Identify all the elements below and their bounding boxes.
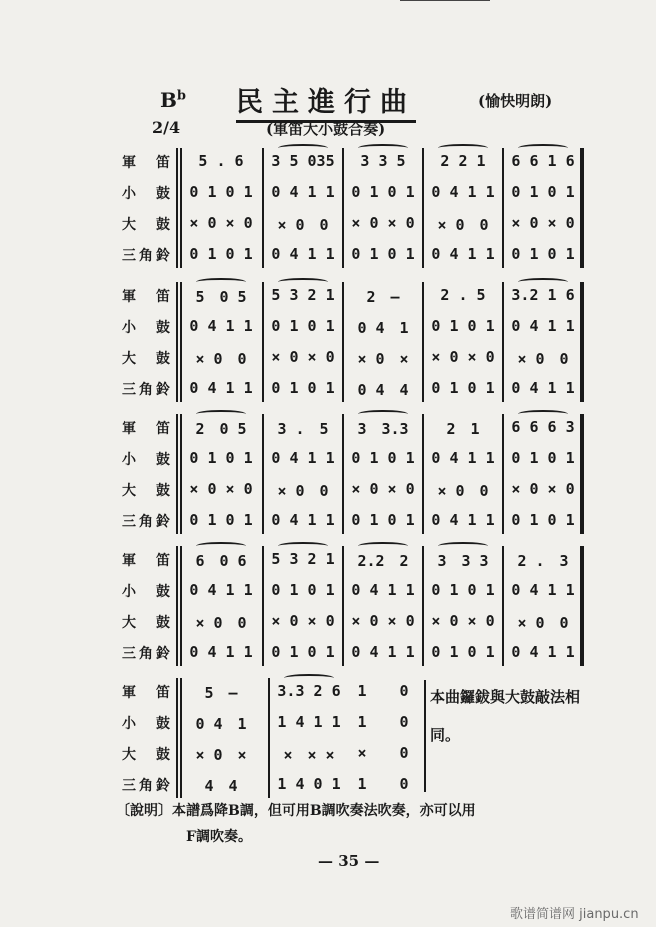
measure: 3.3 2 6 xyxy=(277,682,341,700)
slur-mark xyxy=(278,542,328,550)
slur-mark xyxy=(284,674,334,682)
measure: 0 1 0 1 xyxy=(431,317,495,335)
instrument-label: 小 鼓 xyxy=(122,584,173,600)
instrument-label: 小 鼓 xyxy=(122,452,173,468)
measure: × 0 0 xyxy=(517,614,569,632)
measure: 3 5 035 xyxy=(271,152,335,170)
measure: 0 xyxy=(399,713,409,731)
measure: 1 xyxy=(357,713,367,731)
instrument-label: 軍 笛 xyxy=(122,155,173,171)
measure: 5 . 6 xyxy=(198,152,244,170)
slur-mark xyxy=(518,410,568,418)
measure: 0 4 1 1 xyxy=(511,581,575,599)
slur-mark xyxy=(438,542,488,550)
measure: 0 4 1 1 xyxy=(271,449,335,467)
measure: 0 1 0 1 xyxy=(351,245,415,263)
performance-note: 本曲鑼鈸與大鼓敲法相同。 xyxy=(430,688,581,744)
measure: 0 1 0 1 xyxy=(431,379,495,397)
measure: 5 3 2 1 xyxy=(271,286,335,304)
measure: 0 4 1 1 xyxy=(431,511,495,529)
measure: 1 xyxy=(357,682,367,700)
measure: 0 4 1 1 xyxy=(511,643,575,661)
instrument-row xyxy=(122,546,582,572)
instrument-label: 大 鼓 xyxy=(122,615,173,631)
measure: 2 1 xyxy=(446,420,480,438)
note-divider xyxy=(424,680,426,792)
instrument-row xyxy=(122,476,582,502)
measure: 0 1 0 1 xyxy=(511,245,575,263)
measure: 0 1 0 1 xyxy=(511,511,575,529)
measure: × 0 × 0 xyxy=(271,348,335,366)
instrument-row xyxy=(122,344,582,370)
instrument-label: 小 鼓 xyxy=(122,320,173,336)
instrument-label: 大 鼓 xyxy=(122,747,173,763)
remark-line-2: F調吹奏。 xyxy=(186,829,252,845)
instrument-label: 大 鼓 xyxy=(122,351,173,367)
measure: 0 xyxy=(399,682,409,700)
measure: 0 1 0 1 xyxy=(189,449,253,467)
page-number: — 35 — xyxy=(318,852,380,870)
measure: × 0 0 xyxy=(195,614,247,632)
measure: 0 1 0 1 xyxy=(351,449,415,467)
measure: 6 6 1 6 xyxy=(511,152,575,170)
measure: × 0 × 0 xyxy=(431,612,495,630)
measure: × 0 0 xyxy=(437,216,489,234)
instrument-label: 小 鼓 xyxy=(122,716,173,732)
score-system xyxy=(122,148,582,272)
measure: 2 0 5 xyxy=(195,420,247,438)
measure: × 0 × 0 xyxy=(189,480,253,498)
measure: 0 4 1 xyxy=(195,715,247,733)
measure: × 0 × 0 xyxy=(351,214,415,232)
instrument-label: 三角鈴 xyxy=(122,514,173,530)
measure: 0 4 1 1 xyxy=(189,317,253,335)
instrument-row xyxy=(122,577,582,603)
slur-mark xyxy=(196,278,246,286)
score-system xyxy=(122,282,582,406)
instrument-row xyxy=(122,771,582,797)
slur-mark xyxy=(438,144,488,152)
measure: 0 4 1 1 xyxy=(271,245,335,263)
instrument-label: 軍 笛 xyxy=(122,289,173,305)
instrument-label: 三角鈴 xyxy=(122,778,173,794)
measure: 0 xyxy=(399,775,409,793)
measure: 2.2 2 xyxy=(357,552,409,570)
instrument-row xyxy=(122,148,582,174)
measure: 0 1 0 1 xyxy=(189,245,253,263)
measure: 2 — xyxy=(366,288,400,306)
instrument-label: 軍 笛 xyxy=(122,685,173,701)
measure: 5 — xyxy=(204,684,238,702)
measure: × 0 × 0 xyxy=(431,348,495,366)
measure: × 0 × 0 xyxy=(511,480,575,498)
instrument-label: 軍 笛 xyxy=(122,421,173,437)
measure: × 0 × 0 xyxy=(351,480,415,498)
slur-mark xyxy=(518,144,568,152)
measure: 0 4 1 1 xyxy=(271,183,335,201)
measure: 3.2 1 6 xyxy=(511,286,575,304)
measure: × 0 0 xyxy=(277,482,329,500)
measure: 2 2 1 xyxy=(440,152,486,170)
instrument-label: 三角鈴 xyxy=(122,382,173,398)
measure: 1 4 1 1 xyxy=(277,713,341,731)
measure: 0 4 1 1 xyxy=(351,643,415,661)
measure: 0 1 0 1 xyxy=(351,511,415,529)
key-signature: $B^b$ xyxy=(160,88,186,112)
measure: × 0 0 xyxy=(195,350,247,368)
remark-line-1: 〔說明〕本譜爲降B調，但可用B調吹奏法吹奏，亦可以用 xyxy=(116,803,476,819)
measure: 3 3 5 xyxy=(360,152,406,170)
measure: × 0 × xyxy=(357,350,409,368)
slur-mark xyxy=(278,144,328,152)
slur-mark xyxy=(518,278,568,286)
measure: 0 4 1 1 xyxy=(431,245,495,263)
measure: 0 4 1 1 xyxy=(189,379,253,397)
measure: × 0 × 0 xyxy=(189,214,253,232)
time-signature: 2/4 xyxy=(152,118,181,137)
measure: × 0 × 0 xyxy=(351,612,415,630)
slur-mark xyxy=(358,410,408,418)
watermark: 歌谱简谱网 jianpu.cn xyxy=(510,907,639,922)
measure: 0 4 1 1 xyxy=(189,643,253,661)
measure: 0 4 1 1 xyxy=(431,449,495,467)
instrument-row xyxy=(122,179,582,205)
measure: 5 0 5 xyxy=(195,288,247,306)
measure: 3 3 3 xyxy=(437,552,489,570)
instrument-label: 三角鈴 xyxy=(122,248,173,264)
measure: 1 4 0 1 xyxy=(277,775,341,793)
measure: 0 4 1 1 xyxy=(189,581,253,599)
measure: 0 4 1 1 xyxy=(431,183,495,201)
measure: 0 xyxy=(399,744,409,762)
measure: × 0 × xyxy=(195,746,247,764)
instrument-row xyxy=(122,608,582,634)
slur-mark xyxy=(358,144,408,152)
measure: 0 1 0 1 xyxy=(511,449,575,467)
measure: 0 4 1 1 xyxy=(351,581,415,599)
measure: × 0 × 0 xyxy=(271,612,335,630)
instrument-label: 三角鈴 xyxy=(122,646,173,662)
measure: 6 6 6 3 xyxy=(511,418,575,436)
measure: 0 1 0 1 xyxy=(431,581,495,599)
measure: 0 1 0 1 xyxy=(271,379,335,397)
instrument-label: 軍 笛 xyxy=(122,553,173,569)
slur-mark xyxy=(278,278,328,286)
measure: 0 1 0 1 xyxy=(271,317,335,335)
measure: 0 1 0 1 xyxy=(189,183,253,201)
instrument-row xyxy=(122,313,582,339)
measure: 0 1 0 1 xyxy=(431,643,495,661)
measure: 3 . 5 xyxy=(277,420,329,438)
measure: 4 4 xyxy=(204,777,238,795)
instrument-row xyxy=(122,639,582,665)
measure: 5 3 2 1 xyxy=(271,550,335,568)
measure: 1 xyxy=(357,775,367,793)
slur-mark xyxy=(358,542,408,550)
measure: 0 4 1 xyxy=(357,319,409,337)
measure: × 0 0 xyxy=(277,216,329,234)
ensemble-subtitle: (軍笛大小鼓合奏) xyxy=(266,120,386,138)
instrument-row xyxy=(122,282,582,308)
instrument-label: 小 鼓 xyxy=(122,186,173,202)
measure: 0 1 0 1 xyxy=(511,183,575,201)
top-edge-line xyxy=(400,0,490,1)
song-title: 民主進行曲 xyxy=(236,80,416,123)
measure: × xyxy=(357,744,367,762)
instrument-row xyxy=(122,414,582,440)
measure: 0 4 1 1 xyxy=(271,511,335,529)
measure: × 0 0 xyxy=(437,482,489,500)
instrument-label: 大 鼓 xyxy=(122,483,173,499)
measure: × 0 0 xyxy=(517,350,569,368)
measure: 0 1 0 1 xyxy=(189,511,253,529)
score-system xyxy=(122,414,582,538)
measure: 0 4 4 xyxy=(357,381,409,399)
instrument-row xyxy=(122,241,582,267)
measure: 3 3.3 xyxy=(357,420,409,438)
measure: × × × xyxy=(283,746,335,764)
instrument-label: 大 鼓 xyxy=(122,217,173,233)
measure: 6 0 6 xyxy=(195,552,247,570)
instrument-row xyxy=(122,507,582,533)
tempo-marking: (愉快明朗) xyxy=(478,92,553,110)
slur-mark xyxy=(196,410,246,418)
measure: 0 1 0 1 xyxy=(351,183,415,201)
measure: 0 1 0 1 xyxy=(271,581,335,599)
score-system xyxy=(122,546,582,670)
measure: 0 4 1 1 xyxy=(511,379,575,397)
measure: 0 4 1 1 xyxy=(511,317,575,335)
measure: 0 1 0 1 xyxy=(271,643,335,661)
measure: × 0 × 0 xyxy=(511,214,575,232)
instrument-row xyxy=(122,445,582,471)
measure: 2 . 5 xyxy=(440,286,486,304)
slur-mark xyxy=(196,542,246,550)
measure: 2 . 3 xyxy=(517,552,569,570)
instrument-row xyxy=(122,375,582,401)
instrument-row xyxy=(122,210,582,236)
